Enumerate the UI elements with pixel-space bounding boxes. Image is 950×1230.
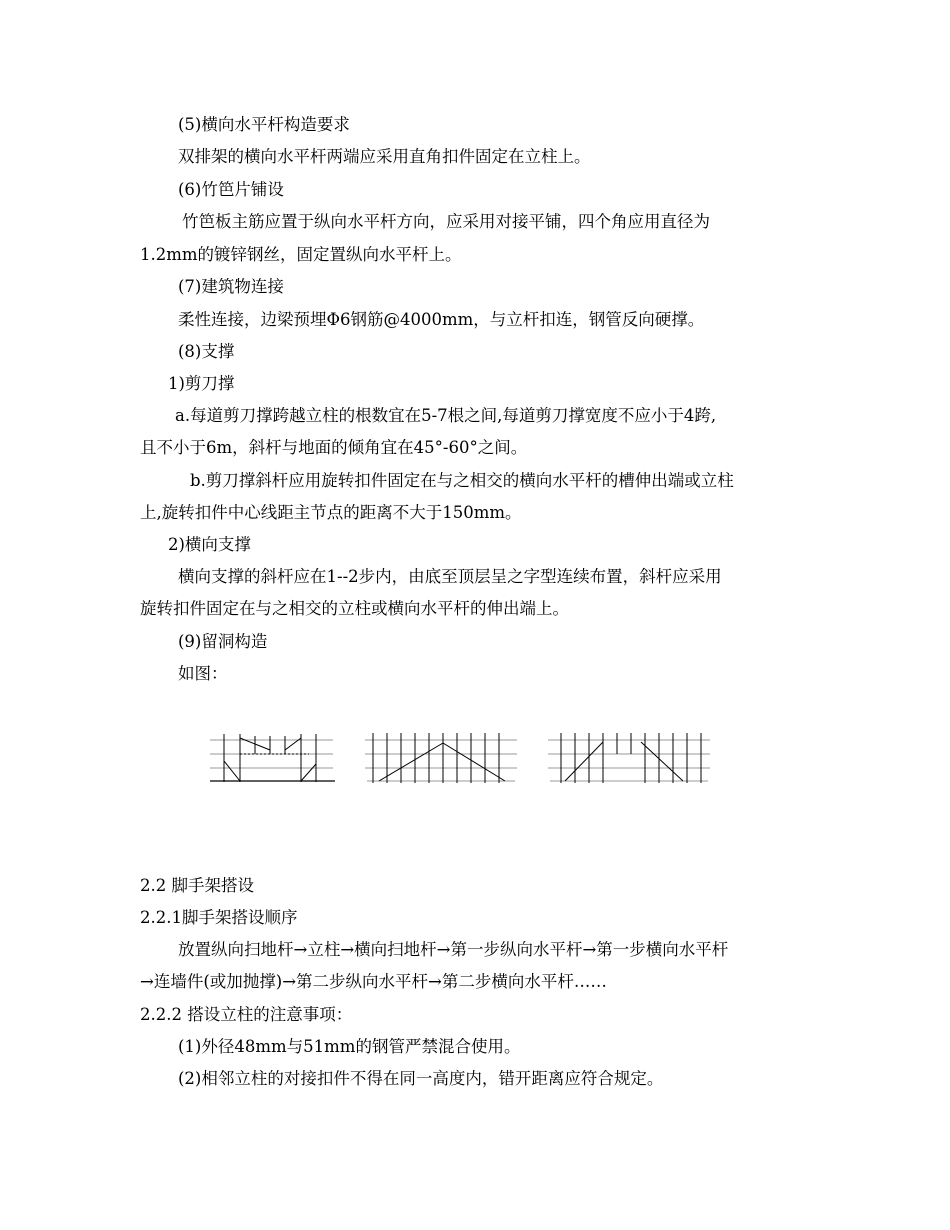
text-line: (8)支撑 xyxy=(178,342,235,361)
text-line: (1)外径48mm与51mm的钢管严禁混合使用。 xyxy=(178,1037,521,1056)
opening-diagram-3 xyxy=(548,733,710,783)
opening-diagram-2 xyxy=(365,733,517,783)
subsection-heading: 2.2.1脚手架搭设顺序 xyxy=(140,908,298,927)
subsection-heading: 2.2.2 搭设立柱的注意事项： xyxy=(140,1005,353,1024)
section-heading: 2.2 脚手架搭设 xyxy=(140,876,254,895)
text-line: 放置纵向扫地杆→立柱→横向扫地杆→第一步纵向水平杆→第一步横向水平杆 xyxy=(178,940,729,959)
text-line: 1.2mm的镀锌钢丝，固定置纵向水平杆上。 xyxy=(140,245,462,264)
text-line: 旋转扣件固定在与之相交的立柱或横向水平杆的伸出端上。 xyxy=(140,599,569,618)
text-line: a.每道剪刀撑跨越立柱的根数宜在5-7根之间,每道剪刀撑宽度不应小于4跨, xyxy=(175,406,717,425)
text-line: →连墙件(或加抛撑)→第二步纵向水平杆→第二步横向水平杆…… xyxy=(140,972,607,991)
text-line: (9)留洞构造 xyxy=(178,632,268,651)
text-line: (7)建筑物连接 xyxy=(178,277,284,296)
text-line: (2)相邻立柱的对接扣件不得在同一高度内，错开距离应符合规定。 xyxy=(178,1069,664,1088)
scaffold-opening-figure xyxy=(205,728,725,788)
text-line: b.剪刀撑斜杆应用旋转扣件固定在与之相交的横向水平杆的槽伸出端或立柱 xyxy=(190,471,734,490)
text-line: 横向支撑的斜杆应在1--2步内，由底至顶层呈之字型连续布置，斜杆应采用 xyxy=(178,567,722,586)
text-line: 如图： xyxy=(178,664,228,683)
text-line: 且不小于6m，斜杆与地面的倾角宜在45°-60°之间。 xyxy=(140,438,528,457)
text-line: 上,旋转扣件中心线距主节点的距离不大于150mm。 xyxy=(140,503,522,522)
text-line: (6)竹笆片铺设 xyxy=(178,180,284,199)
text-line: 1)剪刀撑 xyxy=(168,374,235,393)
text-line: 双排架的横向水平杆两端应采用直角扣件固定在立柱上。 xyxy=(178,147,591,166)
text-line: 2)横向支撑 xyxy=(168,535,251,554)
text-line: (5)横向水平杆构造要求 xyxy=(178,115,350,134)
scaffold-opening-diagrams xyxy=(205,728,725,788)
text-line: 竹笆板主筋应置于纵向水平杆方向，应采用对接平铺，四个角应用直径为 xyxy=(182,212,710,231)
text-line: 柔性连接，边梁预埋Φ6钢筋@4000mm，与立杆扣连，钢管反向硬撑。 xyxy=(178,310,705,329)
opening-diagram-1 xyxy=(210,734,335,782)
